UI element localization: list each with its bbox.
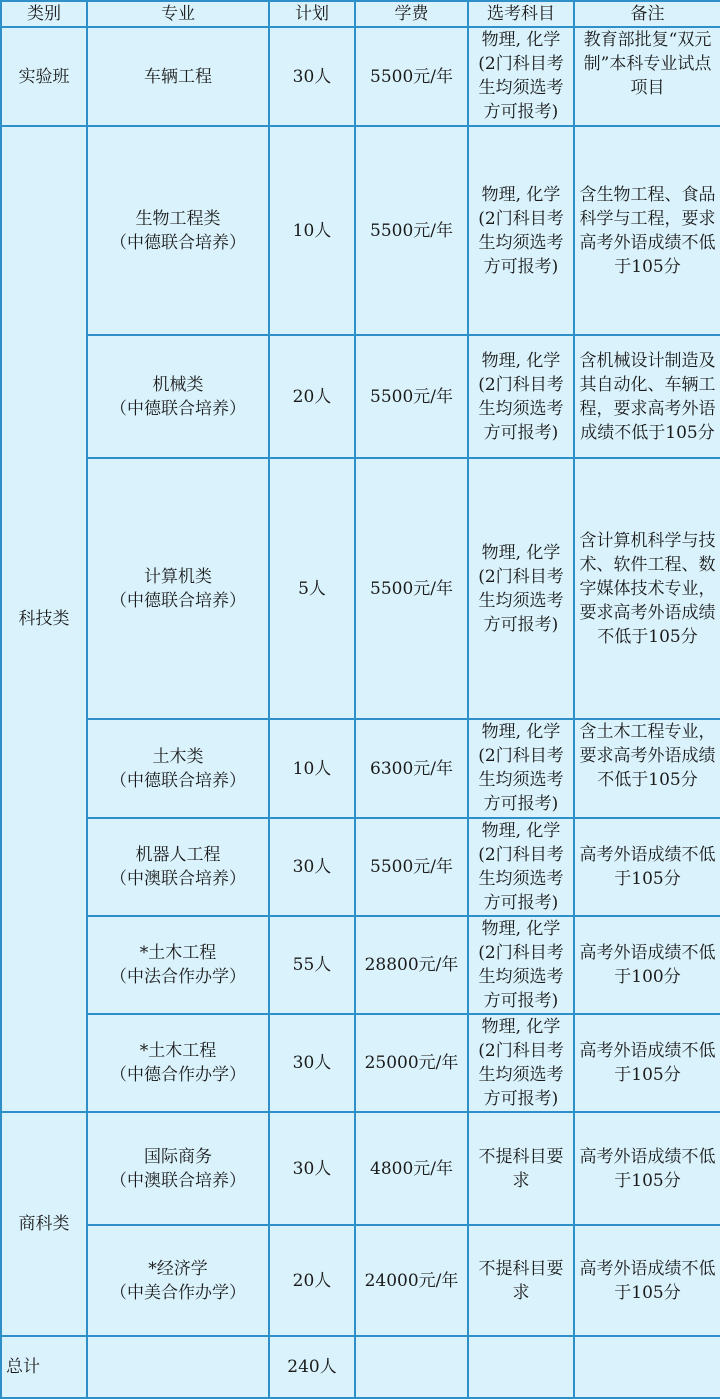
subjects-cell: 物理, 化学(2门科目考生均须选考方可报考) bbox=[468, 27, 574, 126]
plan-cell: 30人 bbox=[269, 1112, 355, 1225]
notes-cell: 教育部批复“双元制”本科专业试点项目 bbox=[574, 27, 720, 126]
subjects-cell: 物理, 化学(2门科目考生均须选考方可报考) bbox=[468, 916, 574, 1014]
tuition-cell: 5500元/年 bbox=[355, 335, 468, 458]
tuition-cell: 5500元/年 bbox=[355, 126, 468, 335]
header-notes: 备注 bbox=[574, 1, 720, 27]
header-subjects: 选考科目 bbox=[468, 1, 574, 27]
major-name: *土木工程 bbox=[139, 943, 217, 963]
major-program: （中德联合培养） bbox=[110, 770, 246, 791]
major-program: （中德合作办学） bbox=[110, 1065, 246, 1085]
table-row bbox=[1, 126, 720, 335]
major-program: （中德联合培养） bbox=[110, 590, 246, 611]
major-cell bbox=[87, 27, 269, 126]
notes-cell: 含计算机科学与技术、软件工程、数字媒体技术专业，要求高考外语成绩不低于105分 bbox=[574, 458, 720, 719]
header-major: 专业 bbox=[87, 1, 269, 27]
major-program: （中美合作办学） bbox=[110, 1282, 246, 1303]
major-name: 生物工程类 bbox=[135, 208, 221, 229]
plan-cell: 10人 bbox=[269, 126, 355, 335]
table-row bbox=[1, 335, 720, 458]
subjects-cell: 不提科目要求 bbox=[468, 1225, 574, 1336]
major-cell bbox=[87, 916, 269, 1014]
tuition-cell: 28800元/年 bbox=[355, 916, 468, 1014]
major-cell bbox=[87, 719, 269, 818]
notes-cell: 高考外语成绩不低于100分 bbox=[574, 916, 720, 1014]
table-row bbox=[1, 719, 720, 818]
tuition-cell: 25000元/年 bbox=[355, 1014, 468, 1112]
notes-cell: 高考外语成绩不低于105分 bbox=[574, 1014, 720, 1112]
total-row bbox=[1, 1336, 720, 1398]
table-row bbox=[1, 1014, 720, 1112]
subjects-cell: 物理, 化学(2门科目考生均须选考方可报考) bbox=[468, 818, 574, 916]
tuition-cell: 5500元/年 bbox=[355, 818, 468, 916]
total-label: 总计 bbox=[1, 1336, 87, 1398]
notes-cell: 高考外语成绩不低于105分 bbox=[574, 1112, 720, 1225]
subjects-cell: 物理, 化学(2门科目考生均须选考方可报考) bbox=[468, 1014, 574, 1112]
subjects-cell: 物理, 化学(2门科目考生均须选考方可报考) bbox=[468, 126, 574, 335]
total-tuition-empty bbox=[355, 1336, 468, 1398]
category-cell: 科技类 bbox=[1, 126, 87, 1112]
table-row bbox=[1, 458, 720, 719]
plan-cell: 30人 bbox=[269, 27, 355, 126]
subjects-cell: 物理, 化学(2门科目考生均须选考方可报考) bbox=[468, 458, 574, 719]
major-program: （中德联合培养） bbox=[110, 232, 246, 253]
tuition-cell: 5500元/年 bbox=[355, 27, 468, 126]
tuition-cell: 5500元/年 bbox=[355, 458, 468, 719]
plan-cell: 20人 bbox=[269, 335, 355, 458]
table-row bbox=[1, 1112, 720, 1225]
major-cell bbox=[87, 458, 269, 719]
tuition-cell: 4800元/年 bbox=[355, 1112, 468, 1225]
major-name: 机器人工程 bbox=[135, 845, 221, 865]
major-name: *经济学 bbox=[148, 1258, 208, 1279]
major-name: 车辆工程 bbox=[144, 66, 212, 87]
subjects-cell: 物理, 化学(2门科目考生均须选考方可报考) bbox=[468, 335, 574, 458]
major-program: （中澳联合培养） bbox=[110, 1170, 246, 1191]
category-cell: 实验班 bbox=[1, 27, 87, 126]
notes-cell: 高考外语成绩不低于105分 bbox=[574, 1225, 720, 1336]
major-program: （中法合作办学） bbox=[110, 967, 246, 987]
major-cell bbox=[87, 1225, 269, 1336]
major-program: （中澳联合培养） bbox=[110, 869, 246, 889]
table-row bbox=[1, 916, 720, 1014]
major-cell bbox=[87, 1112, 269, 1225]
header-tuition: 学费 bbox=[355, 1, 468, 27]
subjects-cell: 物理, 化学(2门科目考生均须选考方可报考) bbox=[468, 719, 574, 818]
category-cell: 商科类 bbox=[1, 1112, 87, 1336]
major-program: （中德联合培养） bbox=[110, 398, 246, 419]
total-subjects-empty bbox=[468, 1336, 574, 1398]
notes-cell: 含土木工程专业，要求高考外语成绩不低于105分 bbox=[574, 719, 720, 818]
major-name: *土木工程 bbox=[139, 1041, 217, 1061]
notes-cell: 含机械设计制造及其自动化、车辆工程，要求高考外语成绩不低于105分 bbox=[574, 335, 720, 458]
table-row bbox=[1, 818, 720, 916]
plan-cell: 20人 bbox=[269, 1225, 355, 1336]
plan-cell: 30人 bbox=[269, 818, 355, 916]
table-row bbox=[1, 27, 720, 126]
header-plan: 计划 bbox=[269, 1, 355, 27]
subjects-cell: 不提科目要求 bbox=[468, 1112, 574, 1225]
major-cell bbox=[87, 335, 269, 458]
notes-cell: 含生物工程、食品科学与工程，要求高考外语成绩不低于105分 bbox=[574, 126, 720, 335]
total-major-empty bbox=[87, 1336, 269, 1398]
major-cell bbox=[87, 1014, 269, 1112]
plan-cell: 10人 bbox=[269, 719, 355, 818]
major-name: 土木类 bbox=[152, 746, 204, 767]
tuition-cell: 6300元/年 bbox=[355, 719, 468, 818]
total-notes-empty bbox=[574, 1336, 720, 1398]
major-cell bbox=[87, 818, 269, 916]
notes-cell: 高考外语成绩不低于105分 bbox=[574, 818, 720, 916]
header-row bbox=[1, 1, 720, 27]
plan-cell: 5人 bbox=[269, 458, 355, 719]
major-cell bbox=[87, 126, 269, 335]
major-name: 计算机类 bbox=[144, 566, 212, 587]
major-name: 机械类 bbox=[152, 374, 204, 395]
plan-cell: 30人 bbox=[269, 1014, 355, 1112]
total-plan: 240人 bbox=[269, 1336, 355, 1398]
tuition-cell: 24000元/年 bbox=[355, 1225, 468, 1336]
major-name: 国际商务 bbox=[144, 1146, 212, 1167]
plan-cell: 55人 bbox=[269, 916, 355, 1014]
table-row bbox=[1, 1225, 720, 1336]
header-category: 类别 bbox=[1, 1, 87, 27]
